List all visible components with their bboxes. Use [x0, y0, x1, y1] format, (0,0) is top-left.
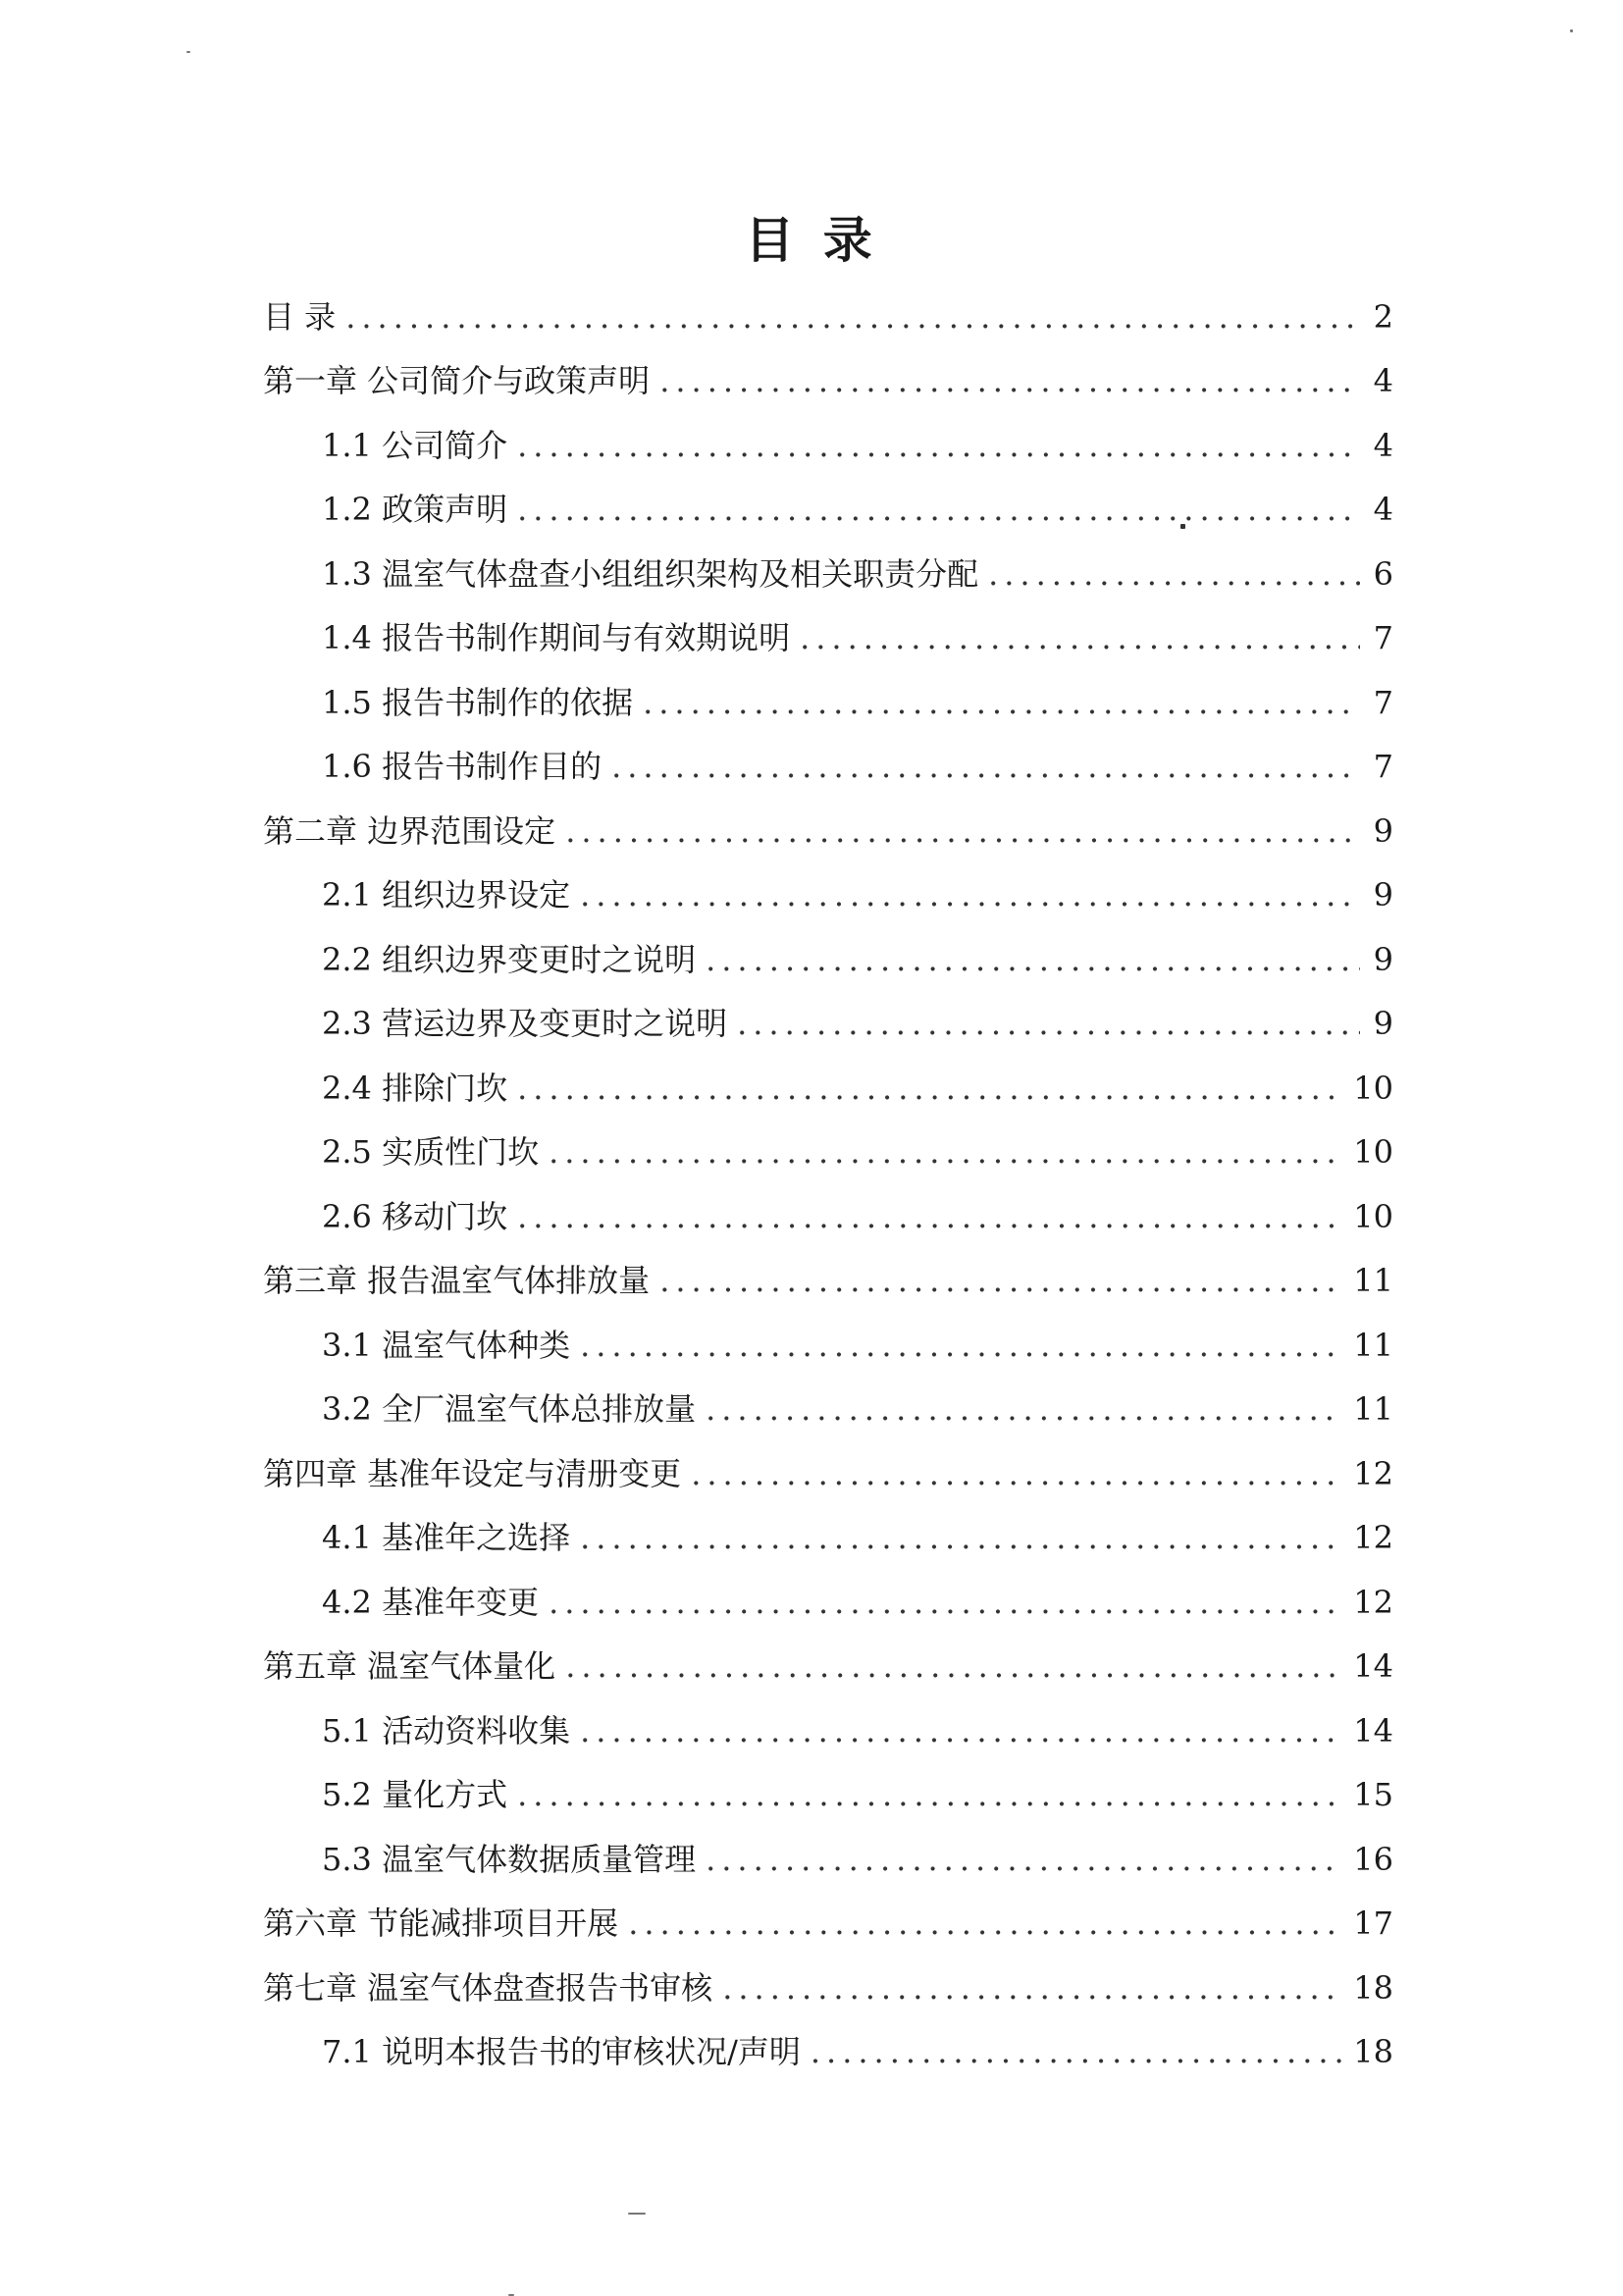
toc-leader-dots	[565, 1646, 1343, 1686]
toc-page-number: 4	[1373, 362, 1393, 400]
toc-leader-dots	[737, 1004, 1360, 1043]
toc-entry	[263, 927, 1393, 992]
toc-entry-label: 2.5 实质性门坎	[322, 1133, 540, 1172]
toc-entry	[263, 799, 1393, 863]
toc-entry	[263, 1121, 1393, 1185]
toc-entry-label: 第六章 节能减排项目开展	[263, 1905, 619, 1943]
toc-entry	[263, 1892, 1393, 1957]
scan-speck	[628, 2213, 646, 2215]
toc-entry-label: 1.5 报告书制作的依据	[322, 683, 634, 721]
toc-page-number: 10	[1353, 1197, 1393, 1235]
toc-entry	[263, 606, 1393, 671]
toc-leader-dots	[580, 875, 1360, 914]
toc-page-number: 10	[1353, 1069, 1393, 1107]
toc-leader-dots	[345, 297, 1360, 337]
toc-entry-label: 5.1 活动资料收集	[322, 1711, 571, 1749]
toc-entry-label: 1.6 报告书制作目的	[322, 748, 602, 786]
table-of-contents	[263, 285, 1393, 2084]
toc-entry	[263, 863, 1393, 928]
toc-entry	[263, 1441, 1393, 1506]
toc-leader-dots	[706, 1840, 1343, 1879]
toc-entry	[263, 1698, 1393, 1763]
toc-leader-dots	[549, 1132, 1343, 1172]
toc-entry	[263, 1570, 1393, 1635]
toc-entry-label: 第三章 报告温室气体排放量	[263, 1262, 651, 1300]
toc-entry-label: 3.1 温室气体种类	[322, 1326, 571, 1364]
toc-entry-label: 4.1 基准年之选择	[322, 1519, 571, 1557]
toc-entry-label: 1.3 温室气体盘查小组组织架构及相关职责分配	[322, 554, 979, 593]
toc-leader-dots	[628, 1904, 1343, 1943]
toc-page-number: 7	[1373, 619, 1393, 657]
toc-entry	[263, 1506, 1393, 1571]
toc-entry-label: 1.2 政策声明	[322, 491, 508, 529]
toc-page-number: 12	[1353, 1519, 1393, 1557]
toc-leader-dots	[517, 490, 1360, 529]
toc-leader-dots	[517, 1197, 1343, 1236]
toc-page-number: 14	[1353, 1647, 1393, 1686]
toc-page-number: 7	[1373, 683, 1393, 721]
toc-page-number: 7	[1373, 748, 1393, 786]
toc-entry-label: 7.1 说明本报告书的审核状况/声明	[322, 2033, 801, 2071]
toc-page-number: 4	[1373, 491, 1393, 529]
toc-leader-dots	[517, 426, 1360, 465]
page-title: 目 录	[745, 212, 878, 269]
toc-page-number: 2	[1373, 297, 1393, 336]
toc-leader-dots	[659, 361, 1360, 400]
toc-entry-label: 1.4 报告书制作期间与有效期说明	[322, 619, 791, 657]
toc-entry-label: 第二章 边界范围设定	[263, 811, 556, 850]
toc-entry-label: 5.2 量化方式	[322, 1776, 508, 1814]
toc-entry	[263, 1249, 1393, 1314]
toc-leader-dots	[643, 683, 1360, 722]
toc-entry	[263, 349, 1393, 414]
toc-page-number: 9	[1373, 811, 1393, 850]
toc-entry	[263, 1313, 1393, 1378]
toc-entry	[263, 1956, 1393, 2020]
toc-leader-dots	[659, 1261, 1343, 1300]
toc-entry-label: 1.1 公司简介	[322, 426, 508, 464]
toc-leader-dots	[517, 1775, 1343, 1814]
toc-leader-dots	[611, 747, 1360, 786]
toc-page-number: 9	[1373, 876, 1393, 914]
toc-leader-dots	[580, 1326, 1343, 1365]
toc-entry	[263, 1056, 1393, 1121]
toc-leader-dots	[517, 1069, 1343, 1108]
toc-entry-label: 2.4 排除门坎	[322, 1069, 508, 1107]
scan-speck	[186, 51, 190, 53]
toc-entry-label: 5.3 温室气体数据质量管理	[322, 1840, 697, 1878]
toc-entry-label: 4.2 基准年变更	[322, 1583, 540, 1621]
toc-entry	[263, 992, 1393, 1057]
toc-page-number: 9	[1373, 940, 1393, 978]
toc-page-number: 15	[1353, 1776, 1393, 1814]
toc-leader-dots	[706, 1389, 1343, 1429]
toc-leader-dots	[800, 618, 1360, 657]
toc-leader-dots	[988, 554, 1360, 594]
toc-entry-label: 第四章 基准年设定与清册变更	[263, 1454, 682, 1492]
toc-entry	[263, 542, 1393, 606]
toc-page-number: 4	[1373, 426, 1393, 464]
toc-entry	[263, 285, 1393, 349]
toc-page-number: 11	[1353, 1326, 1393, 1364]
toc-page-number: 6	[1373, 554, 1393, 593]
toc-entry-label: 第一章 公司简介与政策声明	[263, 362, 651, 400]
toc-leader-dots	[549, 1583, 1343, 1622]
toc-entry	[263, 478, 1393, 543]
toc-page-number: 12	[1353, 1454, 1393, 1492]
toc-page-number: 11	[1353, 1262, 1393, 1300]
toc-entry-label: 第五章 温室气体量化	[263, 1647, 556, 1686]
toc-entry	[263, 1184, 1393, 1249]
toc-page-number: 18	[1353, 1968, 1393, 2007]
toc-page-number: 18	[1353, 2033, 1393, 2071]
toc-page-number: 12	[1353, 1583, 1393, 1621]
toc-entry-label: 2.3 营运边界及变更时之说明	[322, 1005, 728, 1043]
toc-entry	[263, 1378, 1393, 1442]
toc-entry	[263, 1635, 1393, 1699]
toc-leader-dots	[580, 1711, 1343, 1750]
toc-leader-dots	[706, 940, 1360, 979]
toc-entry-label: 第七章 温室气体盘查报告书审核	[263, 1968, 713, 2007]
scan-speck	[1180, 524, 1185, 529]
toc-entry-label: 3.2 全厂温室气体总排放量	[322, 1390, 697, 1429]
toc-page-number: 10	[1353, 1133, 1393, 1172]
toc-leader-dots	[811, 2032, 1343, 2071]
toc-entry	[263, 670, 1393, 735]
toc-entry-label: 2.6 移动门坎	[322, 1197, 508, 1235]
toc-entry	[263, 1763, 1393, 1828]
toc-page-number: 11	[1353, 1390, 1393, 1429]
toc-leader-dots	[691, 1454, 1343, 1493]
toc-entry	[263, 2020, 1393, 2085]
toc-entry-label: 2.1 组织边界设定	[322, 876, 571, 914]
toc-leader-dots	[722, 1968, 1343, 2008]
toc-entry-label: 目 录	[263, 297, 337, 336]
toc-entry-label: 2.2 组织边界变更时之说明	[322, 940, 697, 978]
toc-entry	[263, 735, 1393, 800]
toc-page-number: 17	[1353, 1905, 1393, 1943]
toc-page-number: 9	[1373, 1005, 1393, 1043]
toc-entry	[263, 1827, 1393, 1892]
toc-entry	[263, 413, 1393, 478]
scan-speck	[1570, 29, 1573, 32]
toc-page-number: 14	[1353, 1711, 1393, 1749]
toc-leader-dots	[565, 811, 1360, 851]
toc-page-number: 16	[1353, 1840, 1393, 1878]
toc-leader-dots	[580, 1518, 1343, 1557]
